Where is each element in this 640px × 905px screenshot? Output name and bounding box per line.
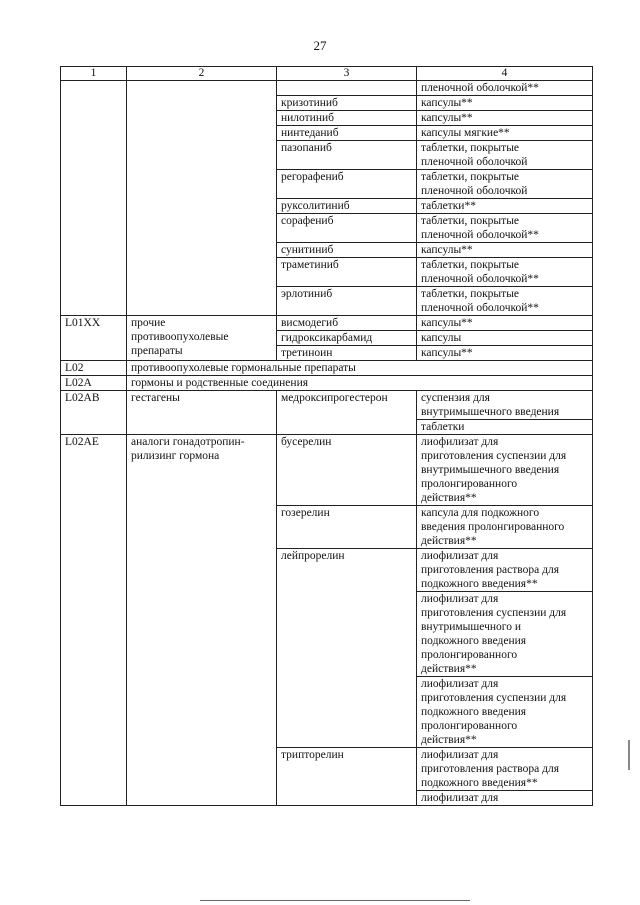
drug-name-cell: траметиниб (277, 258, 417, 287)
group-heading-cell: гормоны и родственные соединения (127, 376, 593, 391)
dosage-form-cell: таблетки** (417, 199, 593, 214)
dosage-form-cell: капсула для подкожного введения пролонгированного действия** (417, 506, 593, 549)
drug-name-cell: пазопаниб (277, 141, 417, 170)
table-row (61, 435, 593, 506)
dosage-form-cell: таблетки, покрытые пленочной оболочкой (417, 170, 593, 199)
dosage-form-cell: лиофилизат для приготовления суспензии для подкожного введения пролонгированного действия** (417, 677, 593, 748)
dosage-form-cell: пленочной оболочкой** (417, 81, 593, 96)
dosage-form-cell: таблетки, покрытые пленочной оболочкой (417, 141, 593, 170)
code-cell: L02A (61, 376, 127, 391)
header-col-1: 1 (61, 67, 127, 81)
group-cell: прочие противоопухолевые препараты (127, 316, 277, 361)
code-cell: L01XX (61, 316, 127, 361)
group-cell (127, 81, 277, 316)
page-number: 27 (313, 38, 327, 53)
dosage-form-cell: лиофилизат для приготовления суспензии для внутримышечного и подкожного введения пролонгированного действия** (417, 592, 593, 677)
drug-name-cell: сунитиниб (277, 243, 417, 258)
header-col-2: 2 (127, 67, 277, 81)
drug-name-cell: лейпрорелин (277, 549, 417, 748)
dosage-form-cell: таблетки, покрытые пленочной оболочкой** (417, 287, 593, 316)
code-cell: L02 (61, 361, 127, 376)
drug-name-cell: висмодегиб (277, 316, 417, 331)
scan-artifact (628, 740, 630, 770)
dosage-form-cell: лиофилизат для приготовления суспензии для внутримышечного введения пролонгированного действия** (417, 435, 593, 506)
dosage-form-cell: капсулы** (417, 243, 593, 258)
drug-name-cell: нинтеданиб (277, 126, 417, 141)
drug-name-cell: нилотиниб (277, 111, 417, 126)
dosage-form-cell: капсулы** (417, 111, 593, 126)
drug-name-cell: гидроксикарбамид (277, 331, 417, 346)
table-row (61, 376, 593, 391)
group-heading-cell: противоопухолевые гормональные препараты (127, 361, 593, 376)
drug-table (60, 66, 593, 806)
dosage-form-cell: капсулы** (417, 316, 593, 331)
dosage-form-cell: капсулы мягкие** (417, 126, 593, 141)
drug-name-cell: гозерелин (277, 506, 417, 549)
drug-table-container (60, 66, 592, 806)
dosage-form-cell: суспензия для внутримышечного введения (417, 391, 593, 420)
code-cell: L02AE (61, 435, 127, 806)
dosage-form-cell: лиофилизат для приготовления раствора для подкожного введения** (417, 748, 593, 791)
dosage-form-cell: таблетки (417, 420, 593, 435)
drug-name-cell: регорафениб (277, 170, 417, 199)
drug-name-cell: бусерелин (277, 435, 417, 506)
drug-name-cell: сорафениб (277, 214, 417, 243)
dosage-form-cell: капсулы (417, 331, 593, 346)
code-cell: L02AB (61, 391, 127, 435)
dosage-form-cell: лиофилизат для приготовления раствора для подкожного введения** (417, 549, 593, 592)
dosage-form-cell: капсулы** (417, 346, 593, 361)
drug-name-cell: эрлотиниб (277, 287, 417, 316)
scan-edge-line (200, 900, 470, 901)
drug-name-cell: медроксипрогестерон (277, 391, 417, 435)
dosage-form-cell: капсулы** (417, 96, 593, 111)
dosage-form-cell: лиофилизат для (417, 791, 593, 806)
drug-name-cell: трипторелин (277, 748, 417, 806)
dosage-form-cell: таблетки, покрытые пленочной оболочкой** (417, 214, 593, 243)
table-row (61, 81, 593, 96)
drug-name-cell: кризотиниб (277, 96, 417, 111)
header-col-4: 4 (417, 67, 593, 81)
drug-name-cell (277, 81, 417, 96)
code-cell (61, 81, 127, 316)
dosage-form-cell: таблетки, покрытые пленочной оболочкой** (417, 258, 593, 287)
header-col-3: 3 (277, 67, 417, 81)
group-cell: аналоги гонадотропин- рилизинг гормона (127, 435, 277, 806)
table-header-row (61, 67, 593, 81)
table-row (61, 316, 593, 331)
table-row (61, 391, 593, 420)
group-cell: гестагены (127, 391, 277, 435)
drug-name-cell: третиноин (277, 346, 417, 361)
drug-name-cell: руксолитиниб (277, 199, 417, 214)
table-row (61, 361, 593, 376)
